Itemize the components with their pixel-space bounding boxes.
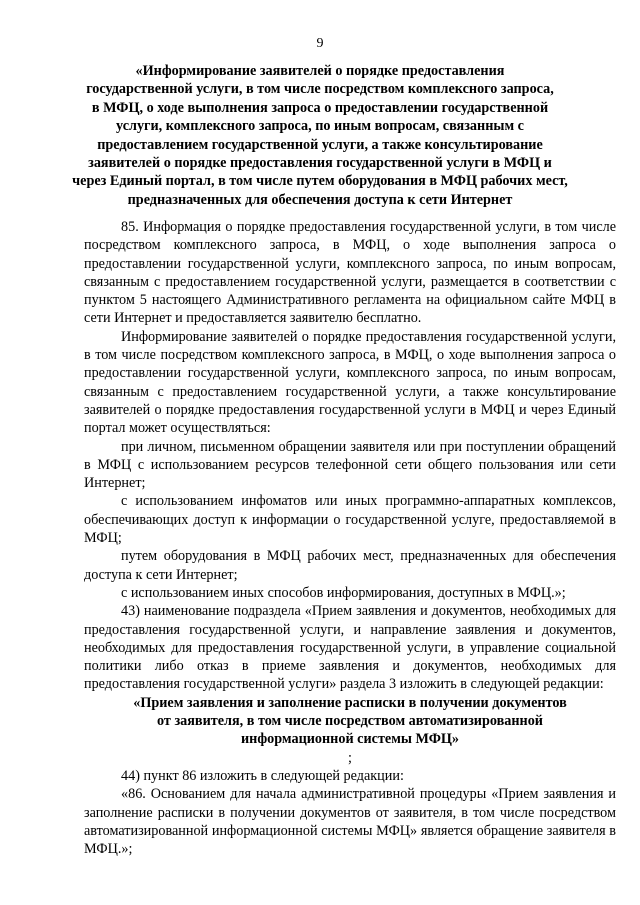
heading-line: предназначенных для обеспечения доступа к сети Интернет (127, 191, 513, 208)
subheading-line-text: информационной системы МФЦ» (240, 731, 460, 748)
paragraph-infomats: с использованием инфоматов или иных программно-аппаратных комплексов, обеспечивающих доступ к информации о государственной услуге, предоставляемой в МФЦ; (84, 493, 616, 547)
page-number: 9 (316, 36, 324, 51)
section-heading (70, 62, 570, 209)
heading-line: услуги, комплексного запроса, по иным вопросам, связанным с (116, 118, 524, 135)
paragraph-85: 85. Информация о порядке предоставления государственной услуги, в том числе посредством комплексного запроса, в МФЦ, о ходе выполнения запроса о предоставлении государственной услуги, комплексного запроса, по иным вопросам, связанным с предоставлением государственной услуги, размещается в соответствии с пунктом 5 настоящего Административного регламента на официальном сайте МФЦ в сети Интернет и предоставляется заявителю бесплатно. (84, 219, 616, 327)
heading-line: в МФЦ, о ходе выполнения запроса о предоставлении государственной (91, 99, 549, 116)
heading-line: через Единый портал, в том числе путем оборудования в МФЦ рабочих мест, (72, 173, 568, 190)
subheading-line: от заявителя, в том числе посредством автоматизированной (157, 713, 543, 730)
subheading-line: «Прием заявления и заполнение расписки в получении документов (133, 694, 567, 711)
paragraph-86: «86. Основанием для начала административной процедуры «Прием заявления и заполнение расписки в получении документов от заявителя, в том числе посредством автоматизированной информационной системы МФЦ» является обращение заявителя в МФЦ.»; (84, 786, 616, 858)
document-body (84, 218, 616, 858)
subsection-heading (84, 694, 616, 767)
paragraph-other-methods: с использованием иных способов информирования, доступных в МФЦ.»; (121, 584, 566, 601)
subheading-tail: ; (348, 749, 352, 766)
heading-line: государственной услуги, в том числе посредством комплексного запроса, (86, 81, 554, 98)
paragraph-personal-contact: при личном, письменном обращении заявителя или при поступлении обращений в МФЦ с использованием ресурсов телефонной сети общего пользования или сети Интернет; (84, 438, 616, 492)
subheading-line (84, 730, 616, 767)
heading-line: заявителей о порядке предоставления государственной услуги в МФЦ и (88, 155, 552, 172)
paragraph-workplaces: путем оборудования в МФЦ рабочих мест, предназначенных для обеспечения доступа к сети Интернет; (84, 548, 616, 583)
heading-line: «Информирование заявителей о порядке предоставления (135, 63, 505, 79)
paragraph-43: 43) наименование подраздела «Прием заявления и документов, необходимых для предоставления государственной услуги, и направление заявления и документов, необходимых для предоставления государственной услуги, в управление социальной политики либо отказ в приеме заявления и документов, необходимых для предоставления государственной услуги» раздела 3 изложить в следующей редакции: (84, 603, 616, 693)
paragraph-44: 44) пункт 86 изложить в следующей редакции: (121, 767, 404, 784)
paragraph-informing: Информирование заявителей о порядке предоставления государственной услуги, в том числе посредством комплексного запроса, в МФЦ, о ходе выполнения запроса о предоставлении государственной услуги, комплексного запроса, по иным вопросам, связанным с предоставлением государственной услуги, а также консультирование заявителей о порядке предоставления государственной услуги в МФЦ и через Единый портал может осуществляться: (84, 328, 616, 437)
heading-line: предоставлением государственной услуги, а также консультирование (97, 136, 543, 153)
